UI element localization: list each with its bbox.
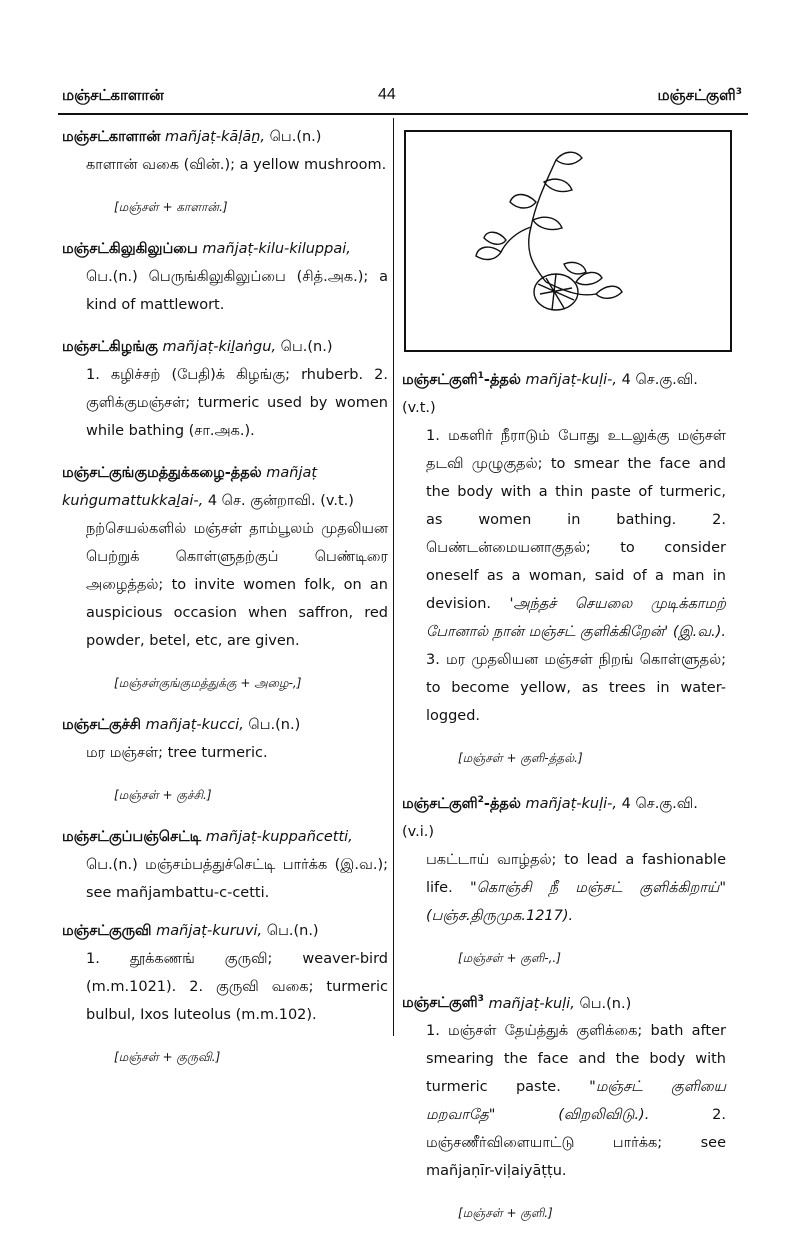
left-column	[62, 123, 388, 1085]
headword	[402, 995, 484, 1011]
transliteration: mañjaṭ-kuruvi,	[156, 923, 263, 939]
column-divider	[393, 118, 394, 1036]
headword: மஞ்சட்குப்பஞ்செட்டி	[62, 829, 202, 845]
page-number: 44	[378, 86, 396, 103]
running-head-right-sup: 3	[735, 87, 742, 97]
headword-text: மஞ்சட்குளி	[402, 795, 478, 812]
turmeric-plant-illustration	[406, 132, 730, 350]
running-head-right	[657, 86, 742, 106]
transliteration: mañjaṭ-kuḷi-,	[525, 795, 618, 812]
quotation: "கொஞ்சி நீ மஞ்சட் குளிக்கிறாய்" (பஞ்ச.திருமுக.1217).	[426, 879, 727, 924]
definition: பெ.(n.) பெருங்கிலுகிலுப்பை (சித்.அக.); a kind of mattlewort.	[86, 269, 388, 313]
part-of-speech: பெ.(n.)	[248, 717, 301, 733]
entry	[62, 823, 388, 907]
quotation: "மஞ்சட் குளியை மறவாதே" (விறலிவிடு.).	[426, 1079, 726, 1124]
transliteration: mañjaṭ-kiḻaṅgu,	[162, 339, 277, 355]
quotation: 'அந்தச் செயலை முடிக்காமற் போனால் நான் மஞ்சட் குளிக்கிறேன்' (இ.வ.).	[426, 595, 726, 640]
definition	[402, 1017, 726, 1185]
transliteration: mañjaṭ-kucci,	[145, 717, 244, 733]
right-column	[402, 362, 726, 1241]
entry	[62, 459, 388, 697]
etymology: [மஞ்சள் + குருவி.]	[114, 1050, 221, 1064]
headword-text: மஞ்சட்குளி	[402, 371, 478, 388]
headword: மஞ்சட்கிழங்கு	[62, 339, 158, 355]
headword	[402, 372, 521, 388]
homonym-number: 3	[477, 994, 484, 1005]
etymology: [மஞ்சள் + குளி-,.]	[458, 950, 561, 965]
headword: மஞ்சட்குங்குமத்துக்கழை-த்தல்	[62, 465, 262, 481]
transliteration: mañjaṭ-kuppañcetti,	[205, 829, 353, 845]
definition-text-2: 2. மஞ்சணீர்விளையாட்டு பார்க்க; see mañjaṇīr-viḷaiyāṭṭu.	[426, 1107, 726, 1180]
etymology: [மஞ்சள் + காளான்.]	[114, 200, 228, 214]
transliteration: mañjaṭ kuṅgumattukkaḻai-,	[62, 465, 318, 509]
definition: 1. கழிச்சற் (பேதி)க் கிழங்கு; rhuberb. 2. குளிக்குமஞ்சள்; turmeric used by women while bathing (சா.அக.).	[86, 367, 388, 439]
headword-suffix: -த்தல்	[483, 371, 521, 388]
definition-text: பகட்டாய் வாழ்தல்; to lead a fashionable life.	[426, 851, 726, 896]
plant-illustration-frame	[404, 130, 732, 352]
headword-suffix: -த்தல்	[483, 795, 521, 812]
homonym-number: 1	[477, 371, 484, 381]
running-head-right-text: மஞ்சட்குளி	[657, 86, 736, 104]
etymology: [மஞ்சள் + குச்சி.]	[114, 788, 212, 802]
entry	[62, 917, 388, 1071]
transliteration: mañjaṭ-kilu-kiluppai,	[202, 241, 351, 257]
transliteration: mañjaṭ-kāḷāṉ,	[165, 129, 266, 145]
definition-text: 1. மஞ்சள் தேய்த்துக் குளிக்கை; bath after smearing the face and the body with turmeric paste.	[426, 1023, 726, 1096]
definition	[402, 846, 726, 930]
homonym-number: 2	[477, 794, 484, 805]
etymology: [மஞ்சள் + குளி.]	[458, 1206, 553, 1221]
part-of-speech: பெ.(n.)	[266, 923, 319, 939]
part-of-speech: பெ.(n.)	[269, 129, 322, 145]
headword	[402, 796, 521, 812]
headword-text: மஞ்சட்குளி	[402, 995, 478, 1012]
entry	[402, 786, 726, 972]
definition	[402, 422, 726, 730]
part-of-speech: 4 செ. குன்றாவி. (v.t.)	[207, 493, 354, 509]
etymology: [மஞ்சள்குங்குமத்துக்கு + அழை-,]	[114, 676, 302, 690]
definition: 1. தூக்கணங் குருவி; weaver-bird (m.m.1021). 2. குருவி வகை; turmeric bulbul, Ixos luteolus (m.m.102).	[86, 951, 388, 1023]
entry	[62, 235, 388, 319]
transliteration: mañjaṭ-kuḷi-,	[525, 371, 618, 388]
definition: நற்செயல்களில் மஞ்சள் தாம்பூலம் முதலியன பெற்றுக் கொள்ளுதற்குப் பெண்டிரை அழைத்தல்; to invite women folk, on an auspicious occasion when saffron, red powder, betel, etc, are given.	[86, 521, 388, 649]
definition-text: 1. மகளிர் நீராடும் போது உடலுக்கு மஞ்சள் தடவி முழுகுதல்; to smear the face and the body with a thin paste of turmeric, as women in bathing. 2. பெண்டன்மையனாகுதல்; to consider oneself as a woman, said of a man in devision.	[426, 427, 726, 612]
headword: மஞ்சட்காளான்	[62, 129, 161, 145]
definition: மர மஞ்சள்; tree turmeric.	[86, 745, 268, 761]
running-head-left: மஞ்சட்காளான்	[62, 86, 164, 104]
entry	[62, 333, 388, 445]
entry	[62, 711, 388, 809]
part-of-speech: 4 செ.கு.வி. (v.i.)	[402, 795, 698, 840]
transliteration: mañjaṭ-kuḷi,	[488, 995, 575, 1012]
definition: பெ.(n.) மஞ்சம்பத்துச்செட்டி பார்க்க (இ.வ.); see mañjambattu-c-cetti.	[86, 857, 388, 901]
part-of-speech: பெ.(n.)	[579, 995, 632, 1012]
entry	[402, 986, 726, 1228]
etymology: [மஞ்சள் + குளி-த்தல்.]	[458, 750, 583, 765]
definition: காளான் வகை (வின்.); a yellow mushroom.	[86, 157, 387, 173]
part-of-speech: 4 செ.கு.வி. (v.t.)	[402, 371, 698, 416]
header-rule	[58, 113, 748, 115]
headword: மஞ்சட்குருவி	[62, 923, 152, 939]
headword: மஞ்சட்குச்சி	[62, 717, 141, 733]
entry	[402, 362, 726, 772]
headword: மஞ்சட்கிலுகிலுப்பை	[62, 241, 198, 257]
definition-text-2: 3. மர முதலியன மஞ்சள் நிறங் கொள்ளுதல்; to become yellow, as trees in water-logged.	[426, 651, 726, 724]
part-of-speech: பெ.(n.)	[280, 339, 333, 355]
entry	[62, 123, 388, 221]
